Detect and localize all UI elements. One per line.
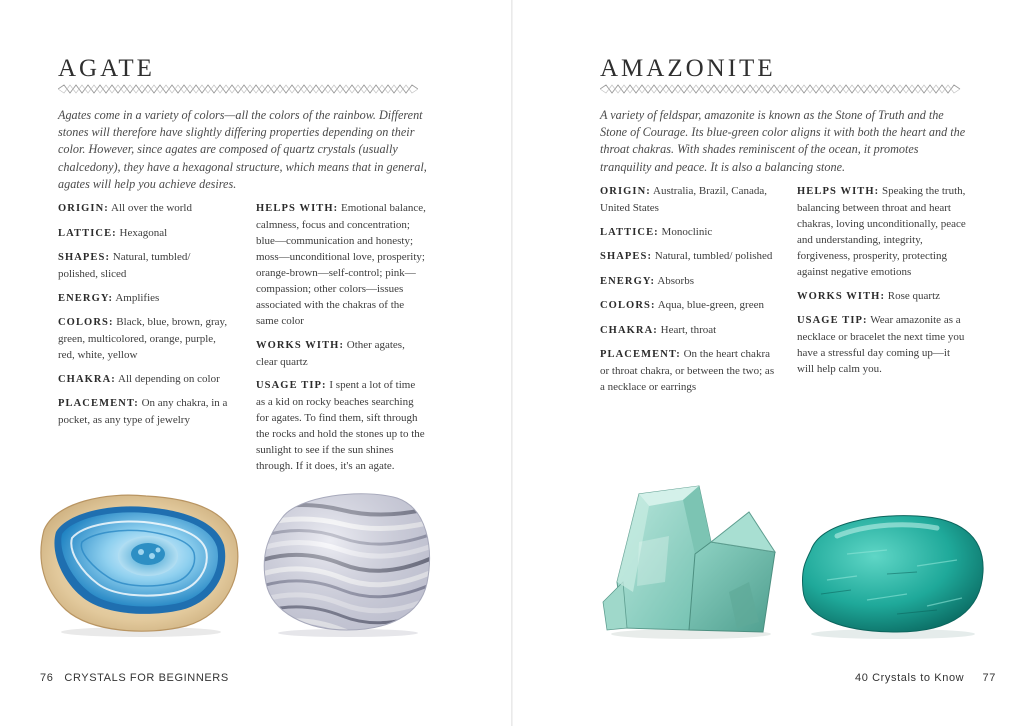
property-placement: PLACEMENT: On any chakra, in a pocket, as any type of jewelry bbox=[58, 397, 228, 426]
zigzag-divider bbox=[600, 84, 962, 94]
property-works-with: WORKS WITH: Rose quartz bbox=[797, 289, 941, 302]
property-helps-with: HELPS WITH: Speaking the truth, balancing between throat and heart chakras, loving unconditionally, peace and understanding, integrity, forgiveness, prosperity, protecting against negative emotions bbox=[797, 185, 966, 278]
property-helps-with: HELPS WITH: Emotional balance, calmness, focus and concentration; blue—communication and honesty; moss—unconditional love, prosperity; orange-brown—self-control; pink—compassion; other colors—issues associated with the chakras of the same color bbox=[256, 202, 426, 327]
book-title: CRYSTALS FOR BEGINNERS bbox=[64, 672, 229, 684]
property-energy: ENERGY: Amplifies bbox=[58, 291, 160, 304]
amazonite-tumbled-image bbox=[797, 510, 987, 640]
property-usage-tip: USAGE TIP: I spent a lot of time as a kid on rocky beaches searching for agates. To find them, sift through the rocks and hold the stones up to the sunlight to see if the sun shines through. If it does, it's an agate. bbox=[256, 379, 425, 472]
left-page bbox=[0, 0, 511, 726]
intro-paragraph: Agates come in a variety of colors—all the colors of the rainbow. Different stones will therefore have slightly differing properties depending on their color. However, since agates are composed of quartz crystals (usually chalcedony), they have a hexagonal structure, which means that in general, agates will help you achieve desires. bbox=[58, 108, 427, 191]
page-footer-left bbox=[40, 672, 229, 684]
page-title: AGATE bbox=[58, 55, 155, 82]
property-shapes: SHAPES: Natural, tumbled/ polished bbox=[600, 250, 773, 262]
page-title: AMAZONITE bbox=[600, 55, 776, 82]
property-lattice: LATTICE: Hexagonal bbox=[58, 226, 168, 239]
properties-column-2 bbox=[256, 200, 426, 482]
properties-column-2 bbox=[797, 183, 969, 385]
agate-geode-image bbox=[36, 490, 242, 640]
intro-paragraph: A variety of feldspar, amazonite is known as the Stone of Truth and the Stone of Courage. Its blue-green color aligns it with both the heart and the throat chakras. With shades reminiscent of the ocean, it promotes tranquility and peace. It is also a balancing stone. bbox=[600, 108, 966, 174]
properties-column-1 bbox=[600, 183, 776, 403]
property-chakra: CHAKRA: All depending on color bbox=[58, 372, 220, 385]
zigzag-divider bbox=[58, 84, 418, 94]
page-number: 76 bbox=[40, 672, 54, 684]
property-usage-tip: USAGE TIP: Wear amazonite as a necklace or bracelet the next time you have a stressful day coming up—it will help calm you. bbox=[797, 314, 965, 375]
property-placement: PLACEMENT: On the heart chakra or throat chakra, or between the two; as a necklace or earrings bbox=[600, 348, 775, 393]
property-shapes: SHAPES: Natural, tumbled/ polished, sliced bbox=[58, 251, 191, 280]
properties-column-1 bbox=[58, 200, 233, 436]
section-title: 40 Crystals to Know bbox=[855, 672, 965, 684]
blue-lace-agate-image bbox=[262, 488, 432, 638]
property-origin: ORIGIN: Australia, Brazil, Canada, United States bbox=[600, 185, 767, 214]
amazonite-crystal-image bbox=[599, 482, 779, 642]
property-chakra: CHAKRA: Heart, throat bbox=[600, 323, 717, 336]
property-origin: ORIGIN: All over the world bbox=[58, 202, 192, 214]
page-footer-right bbox=[855, 672, 996, 684]
property-energy: ENERGY: Absorbs bbox=[600, 274, 694, 287]
property-colors: COLORS: Black, blue, brown, gray, green, multicolored, orange, purple, red, white, yellow bbox=[58, 316, 228, 361]
right-page bbox=[513, 0, 1024, 726]
page-number: 77 bbox=[982, 672, 996, 684]
property-colors: COLORS: Aqua, blue-green, green bbox=[600, 299, 764, 311]
property-works-with: WORKS WITH: Other agates, clear quartz bbox=[256, 338, 405, 368]
property-lattice: LATTICE: Monoclinic bbox=[600, 225, 713, 238]
